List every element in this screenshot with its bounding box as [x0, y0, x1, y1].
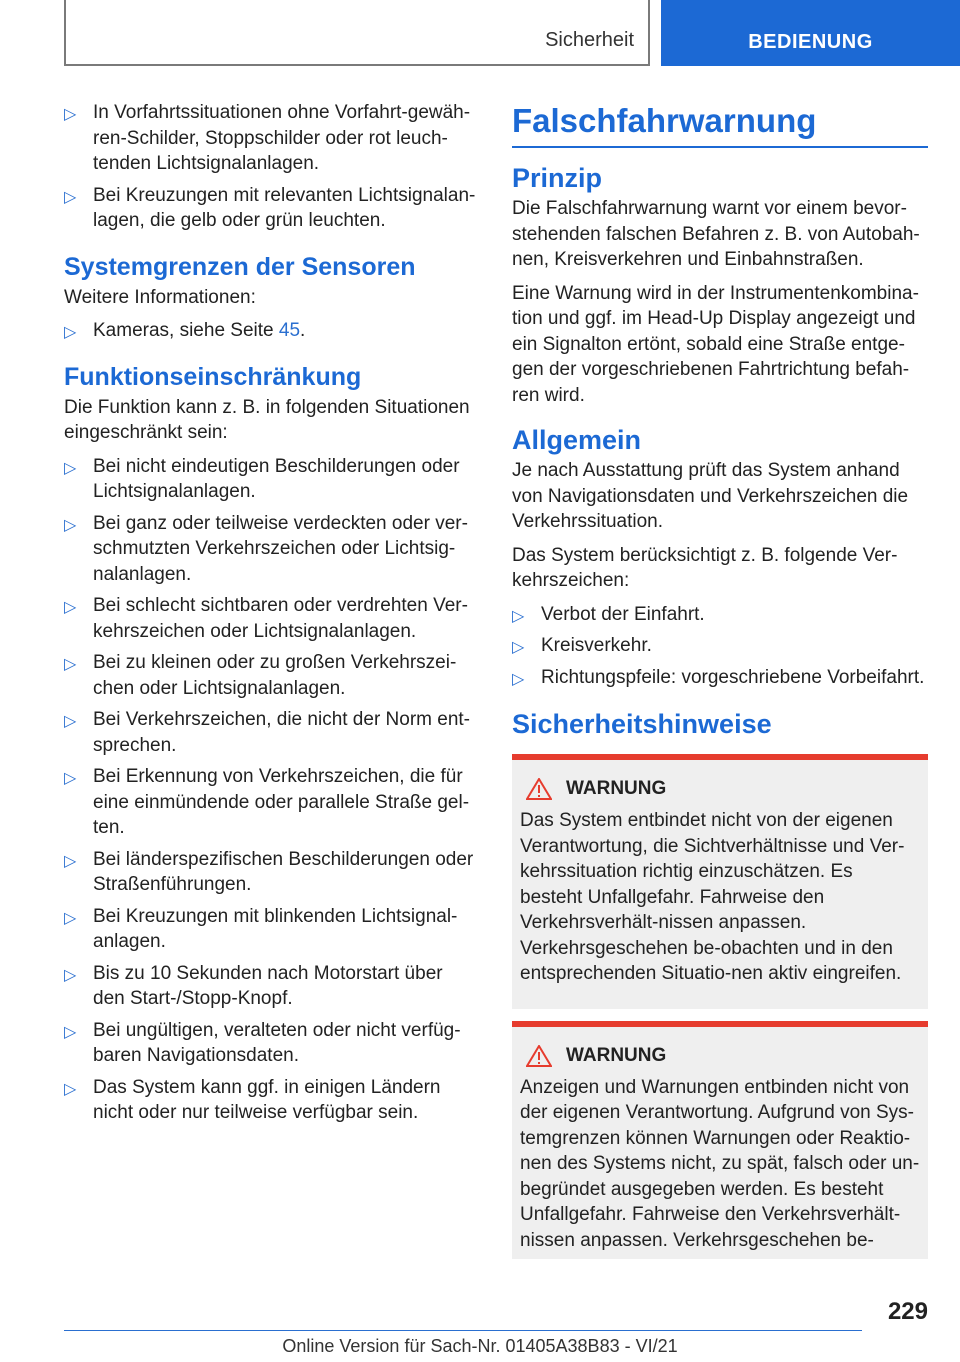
header-chapter-title: BEDIENUNG	[748, 31, 873, 53]
list-item: ▷ Bei Kreuzungen mit relevanten Lichtsignalan-lagen, die gelb oder grün leuchten.	[64, 184, 476, 231]
header-section-title: Sicherheit	[545, 29, 634, 51]
heading-funktionseinschraenkung: Funktionseinschränkung	[64, 362, 362, 391]
list-item: ▷ Verbot der Einfahrt.	[512, 602, 928, 628]
warning-box-2	[512, 1021, 928, 1260]
prinzip-paragraph-1: Die Falschfahrwarnung warnt vor einem bevor-stehenden falschen Befahren z. B. von Autobah-nen, Kreisverkehren und Einbahnstraßen.	[512, 198, 920, 270]
list-item: ▷ In Vorfahrtssituationen ohne Vorfahrt-gewäh-ren-Schilder, Stoppschilder oder rot leuch-tenden Lichtsignalanlagen.	[64, 102, 471, 174]
header-section-tab	[64, 0, 650, 66]
triangle-right-icon: ▷	[512, 670, 525, 688]
weitere-informationen: Weitere Informationen:	[64, 286, 256, 308]
list-item: ▷ Bei Erkennung von Verkehrszeichen, die für eine einmündende oder parallele Straße gel-ten.	[64, 766, 470, 838]
allgemein-paragraph-2: Das System berücksichtigt z. B. folgende Ver-kehrszeichen:	[512, 544, 898, 591]
warning-text: Das System entbindet nicht von der eigenen Verantwortung, die Sichtverhältnisse und Ver-kehrssituation richtig einzuschätzen. Es besteht Unfallgefahr. Fahrweise den Verkehrsverhält-nissen anpassen. Verkehrsgeschehen be-obachten und in den entsprechenden Situatio-nen aktiv eingreifen.	[520, 810, 905, 984]
funktion-intro: Die Funktion kann z. B. in folgenden Situationen eingeschränkt sein:	[64, 396, 470, 443]
footer-divider	[64, 1330, 862, 1331]
list-item: ▷ Richtungspfeile: vorgeschriebene Vorbeifahrt.	[512, 665, 928, 691]
heading-allgemein: Allgemein	[512, 425, 642, 455]
list-item: ▷ Bei Kreuzungen mit blinkenden Lichtsignal-anlagen.	[64, 905, 458, 952]
triangle-right-icon: ▷	[64, 106, 77, 123]
page-title: Falschfahrwarnung	[512, 100, 928, 148]
situations-list	[64, 100, 478, 234]
triangle-right-icon: ▷	[64, 656, 77, 673]
list-item: ▷ Bei länderspezifischen Beschilderungen oder Straßenführungen.	[64, 848, 474, 895]
page-link[interactable]: 45	[278, 320, 301, 341]
warning-title: WARNUNG	[526, 778, 920, 800]
triangle-right-icon: ▷	[64, 599, 77, 616]
page-number: 229	[887, 1298, 928, 1325]
triangle-right-icon: ▷	[64, 1023, 77, 1041]
list-item: ▷ Bei zu kleinen oder zu großen Verkehrszei-chen oder Lichtsignalanlagen.	[64, 652, 457, 699]
heading-prinzip: Prinzip	[512, 163, 603, 193]
heading-systemgrenzen: Systemgrenzen der Sensoren	[64, 252, 416, 281]
warning-box-1	[512, 754, 928, 1009]
warning-text: Anzeigen und Warnungen entbinden nicht von der eigenen Verantwortung. Aufgrund von Sys-temgrenzen können Warnungen oder Reaktio-nen des Systems nicht, zu spät, falsch oder un-begründet ausgegeben werden. Es besteht Unfallgefahr. Fahrweise den Verkehrsverhält-nissen anpassen. Verkehrsgeschehen be-	[520, 1076, 920, 1251]
heading-sicherheitshinweise: Sicherheitshinweise	[512, 709, 772, 739]
list-item: ▷ Bei ungültigen, veralteten oder nicht verfüg-baren Navigationsdaten.	[64, 1019, 461, 1066]
right-column	[512, 100, 928, 1271]
triangle-right-icon: ▷	[64, 909, 77, 927]
triangle-right-icon: ▷	[512, 639, 525, 656]
list-item: ▷ Bei nicht eindeutigen Beschilderungen oder Lichtsignalanlagen.	[64, 455, 460, 502]
left-column	[64, 100, 478, 1132]
traffic-signs-list	[512, 602, 928, 691]
triangle-right-icon: ▷	[512, 607, 525, 625]
prinzip-paragraph-2: Eine Warnung wird in der Instrumentenkombina-tion und ggf. im Head-Up Display angezeigt und ein Signalton ertönt, sobald eine Straße entge-gen der vorgeschriebenen Fahrtrichtung befah-ren wird.	[512, 282, 919, 406]
list-item: ▷ Kreisverkehr.	[512, 633, 928, 659]
info-list	[64, 318, 478, 344]
list-item: ▷ Bei Verkehrszeichen, die nicht der Norm ent-sprechen.	[64, 709, 471, 756]
list-item: ▷ Kameras, siehe Seite 45.	[64, 318, 478, 344]
triangle-right-icon: ▷	[64, 852, 77, 870]
footer-online-version: Online Version für Sach-Nr. 01405A38B83 - VI/21	[282, 1336, 678, 1356]
warning-triangle-icon	[526, 778, 552, 800]
triangle-right-icon: ▷	[64, 516, 77, 534]
triangle-right-icon: ▷	[64, 966, 77, 984]
triangle-right-icon: ▷	[64, 459, 77, 477]
warning-title: WARNUNG	[526, 1045, 920, 1067]
triangle-right-icon: ▷	[64, 770, 77, 787]
list-item: ▷ Das System kann ggf. in einigen Ländern nicht oder nur teilweise verfügbar sein.	[64, 1076, 441, 1123]
triangle-right-icon: ▷	[64, 713, 77, 730]
allgemein-paragraph-1: Je nach Ausstattung prüft das System anhand von Navigationsdaten und Verkehrszeichen die Verkehrssituation.	[512, 460, 909, 532]
triangle-right-icon: ▷	[64, 188, 77, 206]
limitations-list	[64, 454, 478, 1126]
list-item: ▷ Bis zu 10 Sekunden nach Motorstart über den Start-/Stopp-Knopf.	[64, 962, 443, 1009]
list-item: ▷ Bei schlecht sichtbaren oder verdrehten Ver-kehrszeichen oder Lichtsignalanlagen.	[64, 595, 468, 642]
header-chapter-tab	[661, 0, 960, 66]
list-item: ▷ Bei ganz oder teilweise verdeckten oder ver-schmutzten Verkehrszeichen oder Lichtsig-nalanlagen.	[64, 512, 468, 585]
triangle-right-icon: ▷	[64, 1080, 77, 1098]
warning-triangle-icon	[526, 1045, 552, 1067]
triangle-right-icon: ▷	[64, 324, 77, 341]
